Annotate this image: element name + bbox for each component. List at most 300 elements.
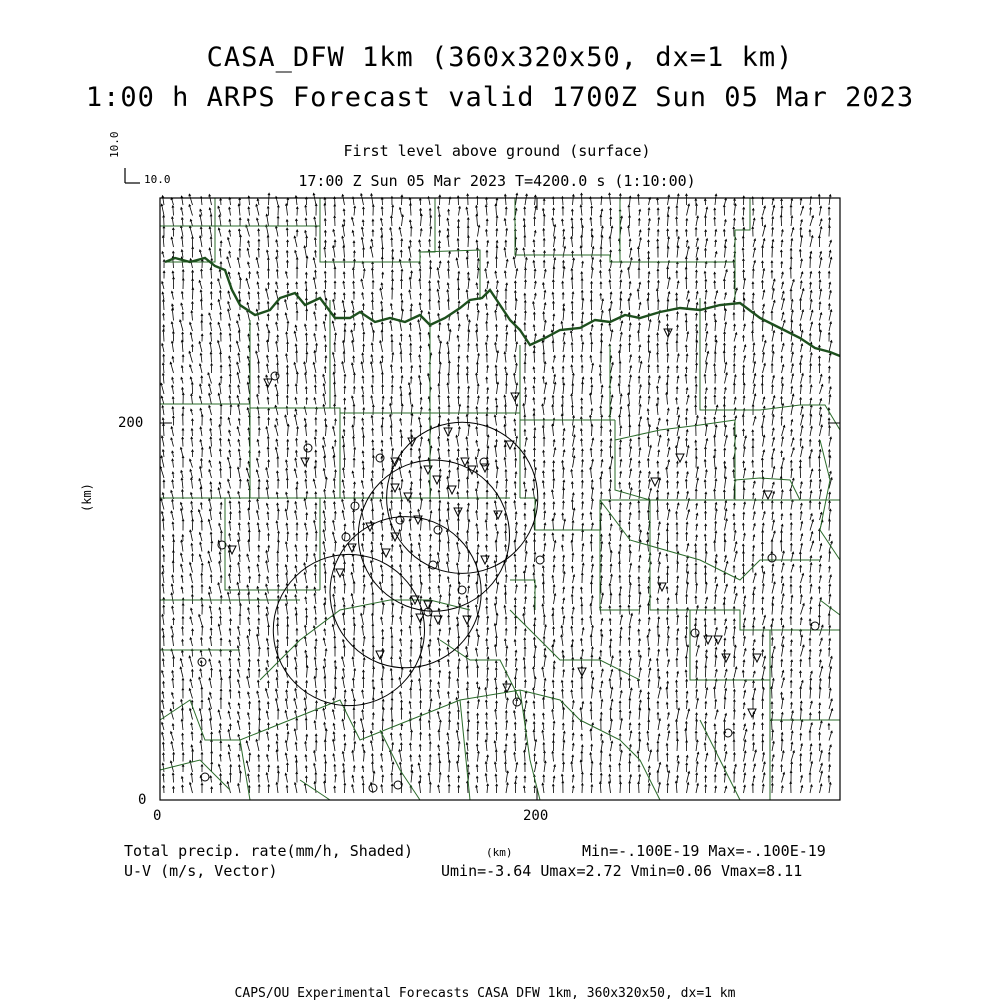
wind-vector xyxy=(192,271,194,279)
wind-vector xyxy=(399,545,401,552)
wind-vector xyxy=(706,331,709,341)
wind-vector xyxy=(391,636,393,647)
wind-vector xyxy=(248,617,250,625)
wind-vector xyxy=(389,415,392,426)
wind-vector xyxy=(782,773,785,783)
wind-vector xyxy=(696,478,699,488)
wind-vector xyxy=(314,565,316,573)
wind-vector xyxy=(182,688,184,698)
wind-vector xyxy=(592,363,594,373)
wind-vector xyxy=(790,461,792,468)
wind-vector xyxy=(609,430,611,437)
wind-vector xyxy=(819,703,821,709)
wind-vector xyxy=(237,362,241,373)
wind-vector xyxy=(276,355,278,363)
wind-vector xyxy=(315,450,317,457)
wind-vector xyxy=(238,574,240,583)
wind-vector xyxy=(829,677,831,688)
wind-vector xyxy=(810,405,812,415)
wind-vector xyxy=(772,406,775,415)
wind-vector xyxy=(742,336,744,342)
wind-vector xyxy=(639,708,641,719)
wind-vector xyxy=(525,194,528,205)
wind-vector xyxy=(437,712,439,720)
wind-vector xyxy=(563,740,565,751)
wind-vector xyxy=(695,376,697,383)
wind-vector xyxy=(457,667,459,678)
wind-vector xyxy=(246,741,249,751)
wind-vector xyxy=(668,460,670,468)
wind-vector xyxy=(514,291,516,300)
wind-vector xyxy=(248,522,250,530)
wind-vector xyxy=(820,544,822,552)
wind-vector xyxy=(553,461,555,468)
wind-vector xyxy=(599,657,601,667)
station-circle-icon xyxy=(342,533,350,541)
wind-vector xyxy=(552,519,554,531)
wind-vector xyxy=(725,689,727,699)
wind-vector xyxy=(715,320,717,331)
wind-vector xyxy=(687,491,689,499)
wind-vector xyxy=(209,313,212,321)
wind-vector xyxy=(305,545,307,551)
wind-vector xyxy=(648,766,650,772)
wind-vector xyxy=(780,720,782,730)
wind-vector xyxy=(305,373,307,384)
wind-vector xyxy=(323,511,326,520)
wind-vector xyxy=(810,671,812,677)
wind-vector xyxy=(810,272,812,279)
wind-vector xyxy=(677,281,679,289)
wind-vector xyxy=(828,519,830,530)
wind-vector xyxy=(220,352,222,362)
wind-vector xyxy=(287,198,289,205)
wind-vector xyxy=(552,614,554,625)
wind-vector xyxy=(668,771,670,783)
wind-vector xyxy=(762,650,764,657)
wind-vector xyxy=(743,604,745,614)
wind-vector xyxy=(467,226,469,237)
wind-vector xyxy=(190,608,192,614)
wind-vector xyxy=(571,405,573,415)
wind-vector xyxy=(725,425,727,436)
wind-vector xyxy=(619,636,621,646)
wind-vector xyxy=(229,333,231,341)
wind-vector xyxy=(211,668,213,677)
wind-vector xyxy=(505,501,507,509)
wind-vector xyxy=(391,376,393,384)
wind-vector xyxy=(618,384,620,394)
wind-vector xyxy=(400,334,402,341)
wind-vector xyxy=(706,207,708,215)
wind-vector xyxy=(420,656,422,667)
wind-vector xyxy=(266,488,269,500)
wind-vector xyxy=(457,226,459,237)
wind-vector xyxy=(752,269,754,279)
wind-vector xyxy=(495,661,497,667)
wind-vector xyxy=(287,240,289,247)
wind-vector xyxy=(173,618,175,625)
wind-vector xyxy=(828,271,830,278)
wind-vector xyxy=(753,764,756,772)
wind-vector xyxy=(266,503,268,509)
wind-vector xyxy=(162,374,164,384)
wind-vector xyxy=(401,479,403,488)
wind-vector xyxy=(466,647,469,657)
wind-vector xyxy=(801,344,803,352)
wind-vector xyxy=(628,393,630,405)
wind-vector xyxy=(361,362,364,373)
wind-vector xyxy=(285,753,287,761)
wind-vector xyxy=(791,310,793,321)
wind-vector xyxy=(486,219,488,226)
wind-vector xyxy=(447,235,449,247)
wind-vector xyxy=(314,217,316,226)
wind-vector xyxy=(800,687,802,699)
wind-vector xyxy=(382,603,384,615)
wind-vector xyxy=(381,372,383,383)
wind-vector xyxy=(247,408,250,415)
wind-vector xyxy=(666,314,668,320)
wind-vector xyxy=(524,323,526,331)
wind-vector xyxy=(696,583,698,593)
wind-vector xyxy=(162,252,164,258)
wind-vector xyxy=(401,668,403,678)
wind-vector xyxy=(506,325,508,331)
wind-vector xyxy=(781,576,783,583)
wind-vector xyxy=(782,698,784,709)
wind-vector xyxy=(248,241,250,247)
wind-vector xyxy=(725,198,727,205)
wind-vector xyxy=(332,625,335,636)
wind-vector xyxy=(410,226,412,236)
wind-vector xyxy=(228,730,231,741)
wind-vector xyxy=(781,501,783,509)
wind-vector xyxy=(306,615,308,625)
wind-vector xyxy=(209,227,212,237)
wind-vector xyxy=(658,522,660,531)
wind-vector xyxy=(639,361,642,373)
wind-vector xyxy=(639,530,642,541)
wind-vector xyxy=(829,731,832,741)
wind-vector xyxy=(381,356,383,363)
wind-vector xyxy=(666,342,668,352)
wind-vector xyxy=(218,624,221,635)
wind-vector xyxy=(304,625,306,635)
wind-vector xyxy=(619,544,621,551)
wind-vector xyxy=(762,635,764,646)
wind-vector xyxy=(209,659,212,667)
wind-vector xyxy=(258,530,260,541)
wind-vector xyxy=(725,293,727,300)
wind-vector xyxy=(410,353,412,363)
wind-vector xyxy=(409,626,411,636)
wind-vector xyxy=(439,761,441,772)
wind-vector xyxy=(382,667,384,678)
wind-vector xyxy=(276,439,278,446)
wind-vector xyxy=(314,657,316,667)
wind-vector xyxy=(247,692,249,698)
wind-vector xyxy=(649,320,652,331)
wind-vector xyxy=(229,650,231,656)
wind-vector xyxy=(171,385,173,394)
wind-vector xyxy=(342,225,345,237)
wind-vector xyxy=(666,744,668,752)
wind-vector xyxy=(705,279,707,289)
wind-vector xyxy=(523,750,525,761)
wind-vector xyxy=(420,214,422,226)
wind-vector xyxy=(381,301,383,310)
wind-vector xyxy=(335,333,337,342)
wind-vector xyxy=(714,208,716,215)
wind-vector xyxy=(420,229,422,237)
wind-vector xyxy=(581,480,583,488)
wind-vector xyxy=(305,231,307,237)
wind-vector xyxy=(189,226,192,236)
wind-vector xyxy=(258,618,260,625)
wind-vector xyxy=(657,713,659,720)
wind-vector xyxy=(410,576,412,584)
wind-vector xyxy=(533,448,535,457)
wind-vector xyxy=(639,471,641,478)
wind-vector xyxy=(601,593,604,604)
wind-vector xyxy=(257,605,259,614)
wind-vector xyxy=(544,678,546,688)
wind-vector xyxy=(446,562,449,573)
wind-vector xyxy=(810,300,812,311)
wind-vector xyxy=(667,229,669,237)
wind-vector xyxy=(791,500,793,510)
wind-vector xyxy=(705,470,707,478)
wind-vector xyxy=(182,604,184,615)
wind-vector xyxy=(685,277,687,289)
wind-vector xyxy=(544,320,546,331)
wind-vector xyxy=(543,260,545,268)
wind-vector xyxy=(439,540,441,552)
wind-vector xyxy=(534,646,536,657)
wind-vector xyxy=(295,398,297,405)
wind-vector xyxy=(562,467,564,478)
wind-vector xyxy=(314,398,316,405)
wind-vector xyxy=(781,712,783,719)
wind-vector xyxy=(657,300,659,310)
wind-vector xyxy=(781,659,783,667)
wind-vector xyxy=(619,503,621,510)
wind-vector xyxy=(714,281,716,289)
wind-vector xyxy=(733,710,735,720)
wind-vector xyxy=(581,365,583,373)
wind-vector xyxy=(629,761,631,772)
wind-vector xyxy=(286,396,288,405)
wind-vector xyxy=(829,688,831,698)
wind-vector xyxy=(247,676,250,688)
wind-vector xyxy=(772,574,774,583)
wind-vector xyxy=(497,382,499,394)
wind-vector xyxy=(315,503,317,510)
wind-vector xyxy=(229,501,231,509)
wind-vector xyxy=(199,364,202,373)
wind-vector xyxy=(819,323,821,331)
wind-vector xyxy=(210,322,212,331)
wind-vector xyxy=(467,236,469,247)
wind-vector xyxy=(619,361,621,373)
wind-vector xyxy=(829,257,832,268)
wind-vector xyxy=(562,396,564,405)
wind-vector xyxy=(772,619,774,626)
wind-vector xyxy=(180,564,183,572)
wind-vector xyxy=(580,205,582,215)
wind-vector xyxy=(744,740,747,751)
wind-vector xyxy=(172,228,174,237)
wind-vector xyxy=(589,393,591,404)
wind-vector xyxy=(257,523,259,531)
wind-vector xyxy=(829,783,831,793)
wind-vector xyxy=(591,282,593,289)
wind-vector xyxy=(601,635,603,647)
wind-vector xyxy=(371,499,373,510)
wind-vector xyxy=(494,678,496,688)
wind-vector xyxy=(714,775,716,783)
wind-vector xyxy=(192,288,194,300)
wind-vector xyxy=(161,436,164,447)
wind-vector xyxy=(486,502,488,509)
wind-vector xyxy=(801,406,804,415)
wind-vector xyxy=(810,752,812,761)
wind-vector xyxy=(219,270,221,279)
wind-vector xyxy=(247,636,250,646)
wind-vector xyxy=(609,309,611,321)
wind-vector xyxy=(791,719,794,730)
wind-vector xyxy=(248,722,250,730)
wind-vector xyxy=(189,322,192,331)
wind-vector xyxy=(724,540,726,552)
wind-vector xyxy=(276,471,278,478)
wind-vector xyxy=(408,246,411,257)
wind-vector xyxy=(334,395,336,405)
wind-vector xyxy=(791,430,793,437)
wind-vector xyxy=(790,248,792,257)
wind-vector xyxy=(572,775,574,783)
wind-vector xyxy=(391,397,393,405)
wind-vector xyxy=(182,270,184,279)
wind-vector xyxy=(371,194,373,205)
wind-vector xyxy=(209,248,212,258)
wind-vector xyxy=(439,773,441,783)
wind-vector xyxy=(543,615,545,625)
wind-vector xyxy=(609,193,611,205)
wind-vector xyxy=(353,241,355,247)
wind-vector xyxy=(191,723,193,730)
wind-vector xyxy=(572,701,574,710)
wind-vector xyxy=(515,668,517,677)
wind-vector xyxy=(400,692,402,699)
wind-vector xyxy=(247,479,250,488)
wind-vector xyxy=(171,626,174,635)
wind-vector xyxy=(525,541,527,552)
wind-vector xyxy=(667,267,669,279)
wind-vector xyxy=(249,702,251,709)
wind-vector xyxy=(761,566,763,573)
wind-vector xyxy=(801,374,804,384)
wind-vector xyxy=(182,627,184,636)
wind-vector xyxy=(353,281,355,289)
wind-vector xyxy=(287,681,289,688)
wind-vector xyxy=(772,582,775,594)
wind-vector xyxy=(191,419,193,426)
wind-vector xyxy=(801,574,804,584)
wind-vector xyxy=(781,262,783,268)
wind-vector xyxy=(753,248,756,258)
wind-vector xyxy=(246,761,249,772)
wind-vector xyxy=(685,194,687,205)
wind-vector xyxy=(648,648,650,657)
wind-vector xyxy=(561,626,563,636)
wind-vector xyxy=(447,323,449,331)
wind-vector xyxy=(476,524,478,531)
wind-vector xyxy=(516,763,518,773)
wind-vector xyxy=(161,722,164,730)
wind-vector xyxy=(820,384,824,394)
wind-vector xyxy=(305,479,307,488)
wind-vector xyxy=(581,355,583,363)
wind-vector xyxy=(600,247,602,258)
station-circle-icon xyxy=(271,372,279,380)
wind-vector xyxy=(467,729,469,740)
wind-vector xyxy=(677,576,679,583)
wind-vector xyxy=(552,741,554,751)
wind-vector xyxy=(361,237,363,247)
wind-vector xyxy=(220,576,222,584)
wind-vector xyxy=(630,258,633,268)
wind-vector xyxy=(657,333,659,342)
wind-vector xyxy=(211,787,213,793)
wind-vector xyxy=(525,597,527,604)
wind-vector xyxy=(733,636,735,646)
wind-vector xyxy=(486,639,488,646)
wind-vector xyxy=(275,290,278,299)
wind-vector xyxy=(648,784,650,793)
wind-vector xyxy=(753,417,756,426)
wind-vector xyxy=(677,376,679,384)
wind-vector xyxy=(362,710,364,720)
footer-credit: CAPS/OU Experimental Forecasts CASA DFW 1km, 360x320x50, dx=1 km xyxy=(0,986,970,1001)
wind-vector xyxy=(190,259,193,268)
wind-vector xyxy=(552,784,554,793)
wind-vector xyxy=(325,729,327,741)
wind-vector xyxy=(324,629,326,636)
wind-vector xyxy=(506,646,508,656)
wind-vector xyxy=(287,384,289,394)
wind-vector xyxy=(676,206,678,216)
wind-vector xyxy=(675,593,677,604)
wind-vector xyxy=(447,283,449,289)
wind-vector xyxy=(487,397,489,405)
wind-vector xyxy=(704,480,706,489)
wind-vector xyxy=(800,512,802,521)
wind-vector xyxy=(571,237,573,247)
wind-vector xyxy=(448,209,450,215)
wind-vector xyxy=(620,678,622,688)
wind-vector xyxy=(543,751,545,761)
wind-vector xyxy=(581,449,583,457)
wind-vector xyxy=(477,615,479,625)
wind-vector xyxy=(609,619,611,625)
wind-vector xyxy=(210,282,212,289)
wind-vector xyxy=(772,604,774,615)
wind-vector xyxy=(371,343,373,352)
wind-vector xyxy=(657,365,659,373)
wind-vector xyxy=(189,689,192,699)
